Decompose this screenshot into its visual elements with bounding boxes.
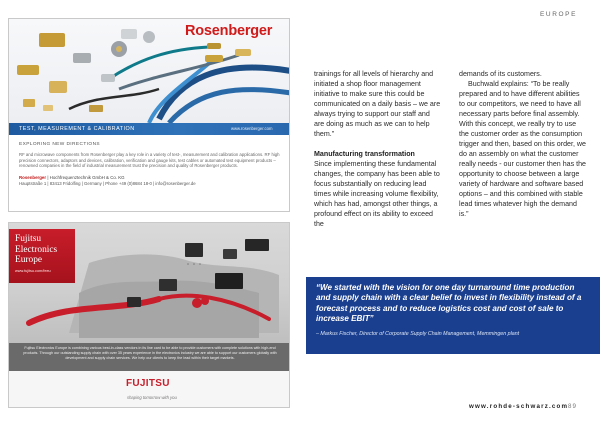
rosenberger-copy bbox=[19, 142, 281, 186]
quote-attribution: – Markus Fischer, Director of Corporate Supply Chain Management, Memmingen plant bbox=[316, 330, 520, 337]
fujitsu-tagline: shaping tomorrow with you bbox=[127, 395, 177, 400]
fujitsu-title-box bbox=[9, 229, 75, 283]
fujitsu-box-url: www.fujitsu.com/feeu bbox=[15, 268, 51, 273]
article-paragraph: trainings for all levels of hierarchy and initiated a shop floor management initiative to make sure this could be communicated on a daily basis – we are always trying to support our staff and are doing as much as we can to help them.” bbox=[314, 70, 441, 138]
article-paragraph: Buchwald explains: “To be really prepared and to have different abilities to our competitors, we need to have all necessary parts before final assembly. With this concept, we really try to use the customer order as the consumption trigger and then, based on this order, we do an assembly on what the customer really needs - our customer then has the opportunity to choose between a large variety of hardware and software based options – and this combined with stable lead times whatever high the demand is.” bbox=[459, 80, 586, 218]
quote-text: “We started with the vision for one day turnaround time production and supply chain with a clear belief to invest in flexibility instead of a forecast process and to reduce logistics cost and cost of sale to increase EBIT” bbox=[316, 283, 582, 324]
company-address: Hauptstraße 1 | 83413 Fridolfing | Germany | Phone +49 (0)8684 18-0 | info@rosenberger.de bbox=[19, 180, 196, 186]
ad-heading: EXPLORING NEW DIRECTIONS bbox=[19, 142, 101, 147]
pull-quote bbox=[306, 277, 600, 354]
company-line bbox=[19, 175, 281, 180]
fujitsu-ad bbox=[8, 222, 290, 408]
article-column-2 bbox=[459, 69, 587, 219]
band-url: www.rosenberger.com bbox=[231, 126, 273, 131]
footer-url[interactable]: www.rohde-schwarz.com bbox=[469, 403, 569, 410]
article-column-1 bbox=[314, 69, 442, 229]
fujitsu-logo-area bbox=[9, 371, 290, 408]
category-band bbox=[9, 123, 290, 135]
page-number: 89 bbox=[568, 403, 577, 410]
rosenberger-logo: Rosenberger bbox=[185, 23, 273, 39]
fujitsu-caption-text: Fujitsu Electronics Europe is combining various best-in-class vendors in its line card to be able to provide customers with complete solutions with high-end products. Through our outstanding supply chain with over 35 years experience in the electronics industry we are able to support our customers globally with development and supply chain services. We help our clients to keep the lead within their target markets. bbox=[23, 346, 277, 360]
rosenberger-ad bbox=[8, 18, 290, 212]
fujitsu-logo: FUJITSU bbox=[126, 378, 170, 389]
company-legal-name: | Hochfrequenztechnik GmbH & Co. KG bbox=[46, 174, 125, 180]
band-title: TEST, MEASUREMENT & CALIBRATION bbox=[19, 125, 135, 132]
ad-body: RF and microwave components from Rosenberger play a key role in a variety of test-, measurement and calibration applications. RF high precision connectors, adaptors and devices, calibration, verification and gauge kits, test cables or automated test equipment products – renowned companies in the field of industrial measurement trust the precision and quality of Rosenberger products. bbox=[19, 152, 280, 168]
fujitsu-caption bbox=[9, 343, 290, 371]
article-subheading: Manufacturing transformation bbox=[314, 150, 415, 158]
section-label: EUROPE bbox=[540, 11, 578, 18]
rf-components-photo bbox=[9, 19, 290, 123]
fujitsu-box-title: Fujitsu Electronics Europe bbox=[15, 234, 58, 265]
article-paragraph: Since implementing these fundamental changes, the company has been able to focus substantially on reducing lead times while increasing volume flexibility, which has had, amongst other things, a profound effect on its ability to exceed the bbox=[314, 160, 440, 228]
company-name: Rosenberger bbox=[19, 174, 47, 180]
article-paragraph: demands of its customers. bbox=[459, 70, 542, 78]
world-map-scene bbox=[9, 223, 290, 343]
